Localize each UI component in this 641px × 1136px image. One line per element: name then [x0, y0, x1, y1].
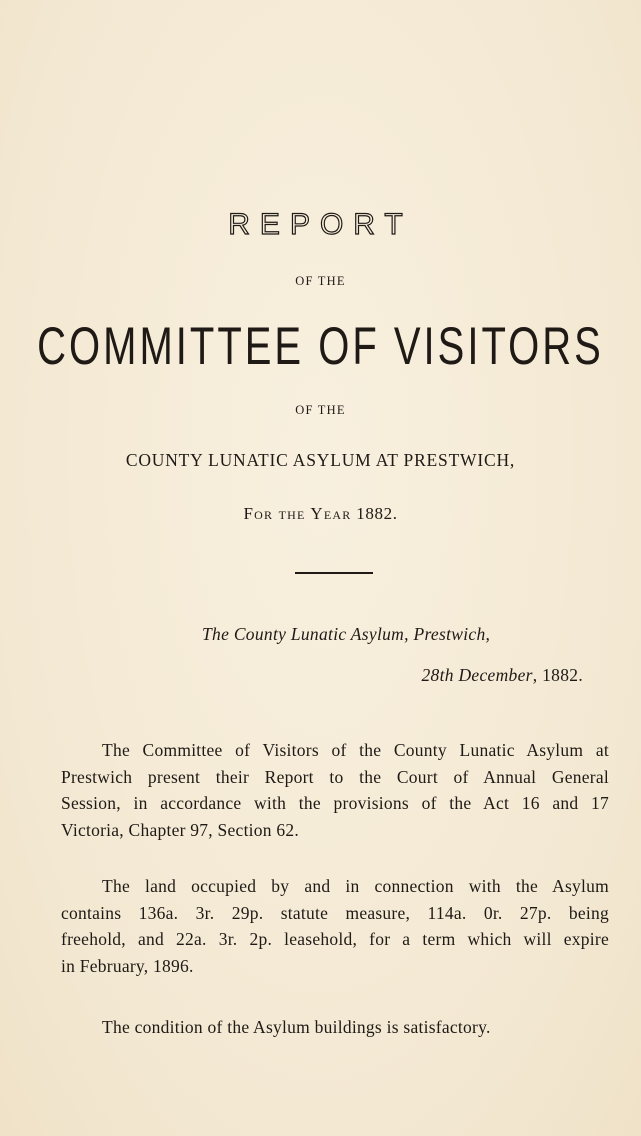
- letter-date: [421, 665, 583, 686]
- paragraph-1: [61, 737, 609, 843]
- paragraph-line: The Committee of Visitors of the County Lunatic Asylum at: [102, 740, 609, 760]
- letter-date-year: , 1882.: [532, 665, 583, 685]
- letter-date-day: 28th December: [421, 665, 533, 685]
- asylum-heading: COUNTY LUNATIC ASYLUM AT PRESTWICH,: [125, 450, 516, 470]
- report-title: REPORT: [228, 208, 413, 241]
- year-value: 1882.: [356, 504, 398, 523]
- divider-rule: [295, 572, 373, 574]
- paragraph-line: in February, 1896.: [61, 955, 194, 976]
- committee-heading: COMMITTEE OF VISITORS: [37, 318, 604, 377]
- paragraph-line: Session, in accordance with the provisions of the Act 16 and 17: [61, 793, 609, 813]
- of-the-heading-1: OF THE: [295, 274, 346, 288]
- year-prefix: For the Year: [243, 504, 352, 523]
- letter-place: The County Lunatic Asylum, Prestwich,: [202, 624, 491, 644]
- paragraph-line: The land occupied by and in connection with the Asylum: [102, 876, 609, 896]
- year-line: [0, 504, 641, 524]
- paragraph-line: Victoria, Chapter 97, Section 62.: [61, 819, 300, 840]
- paragraph-line: freehold, and 22a. 3r. 2p. leasehold, for a term which will expire: [61, 929, 609, 949]
- paragraph-line: contains 136a. 3r. 29p. statute measure, 114a. 0r. 27p. being: [61, 902, 609, 923]
- of-the-heading-2: OF THE: [295, 403, 346, 417]
- paragraph-2: [61, 873, 609, 979]
- paragraph-line: The condition of the Asylum buildings is satisfactory.: [102, 1017, 491, 1037]
- paragraph-line: Prestwich present their Report to the Court of Annual General: [61, 766, 609, 787]
- paragraph-3: [61, 1014, 609, 1041]
